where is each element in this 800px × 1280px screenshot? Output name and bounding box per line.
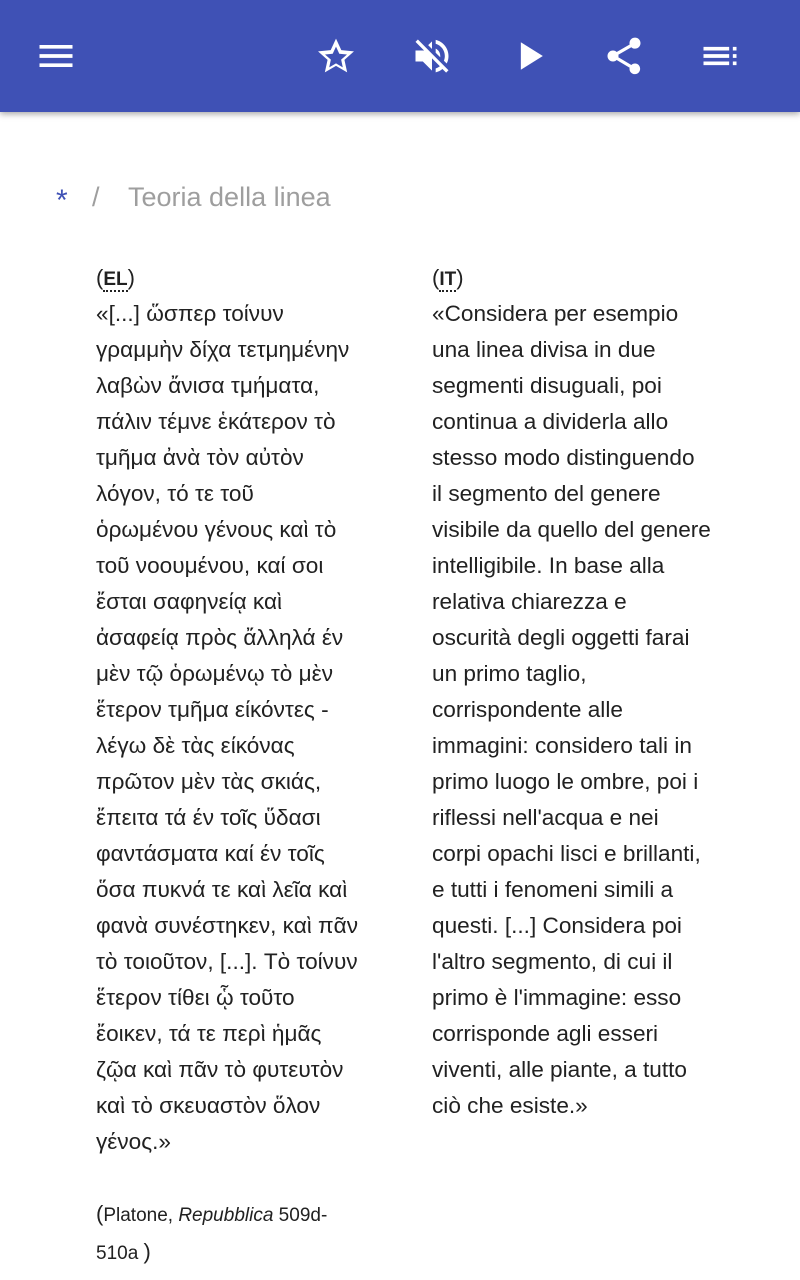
text-line: corpi opachi lisci e brillanti, xyxy=(432,841,701,866)
text-line: πρῶτον μὲν τὰς σκιάς, xyxy=(96,769,322,794)
share-button[interactable] xyxy=(596,28,652,84)
text-line: immagini: considero tali in xyxy=(432,733,692,758)
citation-ref-2: 510a xyxy=(96,1243,144,1264)
text-line: ὁρωμένου γένους καὶ τὸ xyxy=(96,517,337,542)
menu-button[interactable] xyxy=(28,28,84,84)
mute-button[interactable] xyxy=(404,28,460,84)
greek-text-column xyxy=(96,262,396,1160)
page-title: Teoria della linea xyxy=(128,182,331,212)
text-line: questi. [...] Considera poi xyxy=(432,913,682,938)
citation-work[interactable]: Repubblica xyxy=(178,1205,274,1226)
text-line: ἔπειτα τά έν τοῖς ὕδασι xyxy=(96,805,321,830)
text-line: γραμμὴν δίχα τετμημένην xyxy=(96,337,350,362)
text-line: πάλιν τέμνε ἑκάτερον τὸ xyxy=(96,409,336,434)
text-line: l'altro segmento, di cui il xyxy=(432,949,673,974)
contents-button[interactable] xyxy=(692,28,748,84)
text-line: ἕτερον τίθει ᾧ τοῦτο xyxy=(96,985,295,1010)
text-line: e tutti i fenomeni simili a xyxy=(432,877,674,902)
text-line: τὸ τοιοῦτον, [...]. Tὸ τοίνυν xyxy=(96,949,358,974)
text-line: γένος.» xyxy=(96,1129,171,1154)
text-line: φανὰ συνέστηκεν, καὶ πᾶν xyxy=(96,913,359,938)
text-line: καὶ τὸ σκευαστὸν ὅλον xyxy=(96,1093,321,1118)
text-line: viventi, alle piante, a tutto xyxy=(432,1057,687,1082)
text-line: intelligibile. In base alla xyxy=(432,553,665,578)
citation-author: Platone, xyxy=(103,1205,179,1226)
text-line: visibile da quello del genere xyxy=(432,517,711,542)
breadcrumb-separator: / xyxy=(92,182,100,212)
volume-off-icon xyxy=(410,34,454,78)
text-line: μὲν τῷ ὁρωμένῳ τὸ μὲν xyxy=(96,661,334,686)
table-of-contents-icon xyxy=(698,34,742,78)
text-line: stesso modo distinguendo xyxy=(432,445,695,470)
text-line: riflessi nell'acqua e nei xyxy=(432,805,659,830)
text-line: il segmento del genere xyxy=(432,481,661,506)
language-tag-greek: (EL) xyxy=(96,265,135,290)
text-line: «[...] ὥσπερ τοίνυν xyxy=(96,301,284,326)
text-line: ciò che esiste.» xyxy=(432,1093,588,1118)
text-line: «Considera per esempio xyxy=(432,301,679,326)
language-code-el[interactable]: EL xyxy=(103,269,128,290)
play-button[interactable] xyxy=(502,28,558,84)
breadcrumb-home-link[interactable]: * xyxy=(56,184,68,217)
text-line: un primo taglio, xyxy=(432,661,587,686)
text-line: λόγον, τό τε τοῦ xyxy=(96,481,254,506)
text-line: primo luogo le ombre, poi i xyxy=(432,769,699,794)
text-line: relativa chiarezza e xyxy=(432,589,627,614)
text-line: ἔσται σαφηνείᾳ καὶ xyxy=(96,589,283,614)
citation-ref-1: 509d- xyxy=(273,1205,328,1226)
menu-icon xyxy=(34,34,78,78)
text-line: primo è l'immagine: esso xyxy=(432,985,682,1010)
italian-quote xyxy=(432,296,744,1124)
text-line: φαντάσματα καί έν τοῖς xyxy=(96,841,325,866)
text-line: τοῦ νοουμένου, καί σοι xyxy=(96,553,324,578)
text-line: corrispondente alle xyxy=(432,697,623,722)
text-line: segmenti disuguali, poi xyxy=(432,373,662,398)
text-line: una linea divisa in due xyxy=(432,337,656,362)
text-line: λαβὼν ἄνισα τμήματα, xyxy=(96,373,320,398)
text-line: λέγω δὲ τὰς είκόνας xyxy=(96,733,295,758)
app-bar xyxy=(0,0,800,112)
language-code-it[interactable]: IT xyxy=(439,269,457,290)
star-icon xyxy=(314,34,358,78)
text-line: ὅσα πυκνά τε καὶ λεῖα καὶ xyxy=(96,877,348,902)
text-line: oscurità degli oggetti farai xyxy=(432,625,690,650)
play-icon xyxy=(508,34,552,78)
greek-quote xyxy=(96,296,396,1160)
text-line: ζῷα καὶ πᾶν τὸ φυτευτὸν xyxy=(96,1057,344,1082)
text-line: ἔοικεν, τά τε περὶ ἡμᾶς xyxy=(96,1021,322,1046)
text-line: ἕτερον τμῆμα είκόντες - xyxy=(96,697,329,722)
citation: (Platone, Repubblica 509d- 510a ) xyxy=(96,1201,328,1264)
text-line: τμῆμα ἀνὰ τὸν αὐτὸν xyxy=(96,445,304,470)
text-line: ἀσαφείᾳ πρὸς ἄλληλά έν xyxy=(96,625,344,650)
text-line: continua a dividerla allo xyxy=(432,409,669,434)
language-tag-italian: (IT) xyxy=(432,265,464,290)
bookmark-button[interactable] xyxy=(308,28,364,84)
share-icon xyxy=(602,34,646,78)
text-line: corrisponde agli esseri xyxy=(432,1021,659,1046)
italian-text-column xyxy=(432,262,744,1124)
